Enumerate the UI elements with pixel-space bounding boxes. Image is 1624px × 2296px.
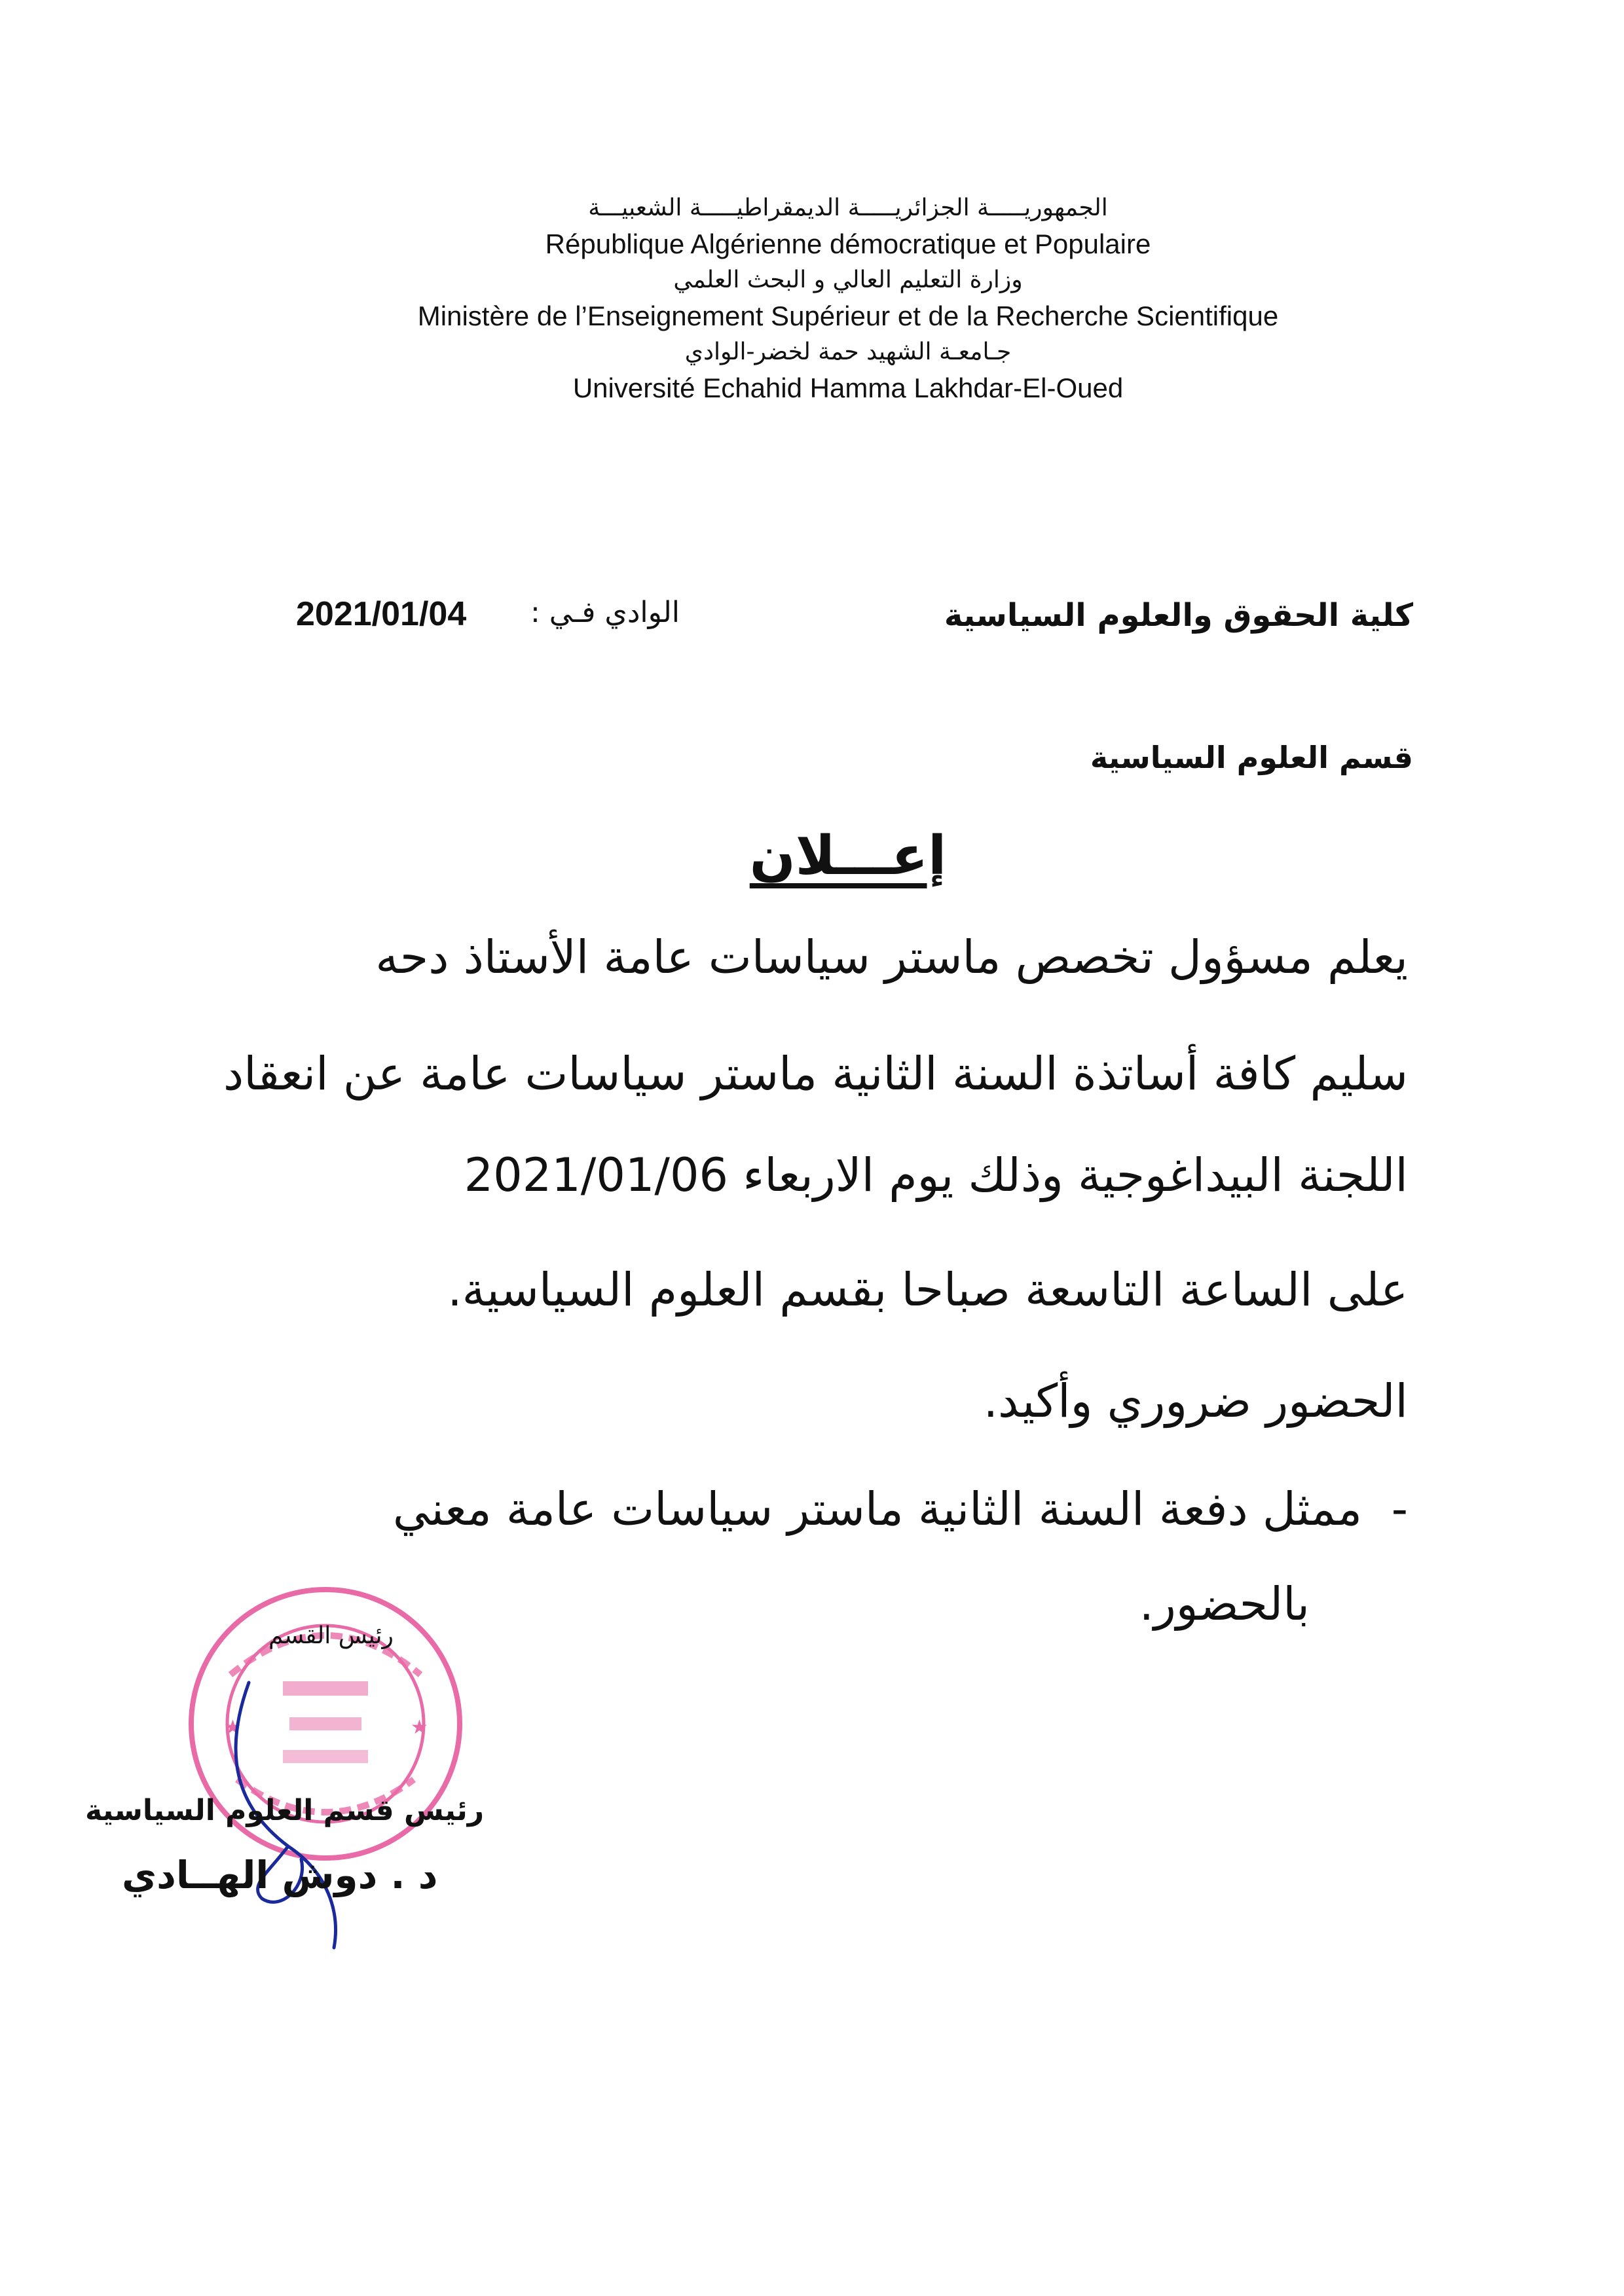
issue-date: 2021/01/04 (296, 595, 467, 633)
university-arabic: جـامعـة الشهيد حمة لخضر-الوادي (684, 338, 1012, 365)
letterhead (0, 190, 1624, 406)
faculty-name: كلية الحقوق والعلوم السياسية (944, 597, 1413, 634)
announcement-title: إعـــلان (749, 825, 947, 887)
svg-text:★: ★ (411, 1716, 428, 1739)
university-french: Université Echahid Hamma Lakhdar-El-Oued (572, 373, 1124, 403)
body-line-4: على الساعة التاسعة صباحا بقسم العلوم السياسية. (447, 1263, 1408, 1317)
date-label: الوادي فـي : (530, 596, 680, 629)
department-name: قسم العلوم السياسية (1090, 740, 1413, 775)
body-line-3: اللجنة البيداغوجية وذلك يوم الاربعاء 2021/01/06 (464, 1148, 1408, 1202)
signatory-name: د . دوش الهــادي (122, 1853, 438, 1897)
bullet-dash: - (1391, 1482, 1408, 1536)
body-line-5: الحضور ضروري وأكيد. (983, 1374, 1408, 1428)
ministry-french: Ministère de l’Enseignement Supérieur et de la Recherche Scientifique (417, 301, 1279, 331)
signatory-title: رئيس قسم العلوم السياسية (85, 1794, 485, 1827)
body-line-7: بالحضور. (1139, 1577, 1310, 1631)
body-line-2: سليم كافة أساتذة السنة الثانية ماستر سياسات عامة عن انعقاد (223, 1047, 1408, 1101)
republic-french: République Algérienne démocratique et Populaire (545, 228, 1151, 259)
svg-text:★: ★ (224, 1716, 242, 1739)
republic-arabic: الجمهوريـــــة الجزائريـــــة الديمقراطيـــــة الشعبيـــة (588, 194, 1108, 221)
ministry-arabic: وزارة التعليم العالي و البحث العلمي (673, 266, 1023, 293)
stamp-label: رئيس القسم (268, 1622, 394, 1649)
body-line-1: يعلم مسؤول تخصص ماستر سياسات عامة الأستاذ دحه (375, 930, 1408, 984)
body-line-6: ممثل دفعة السنة الثانية ماستر سياسات عامة معني (392, 1482, 1362, 1536)
